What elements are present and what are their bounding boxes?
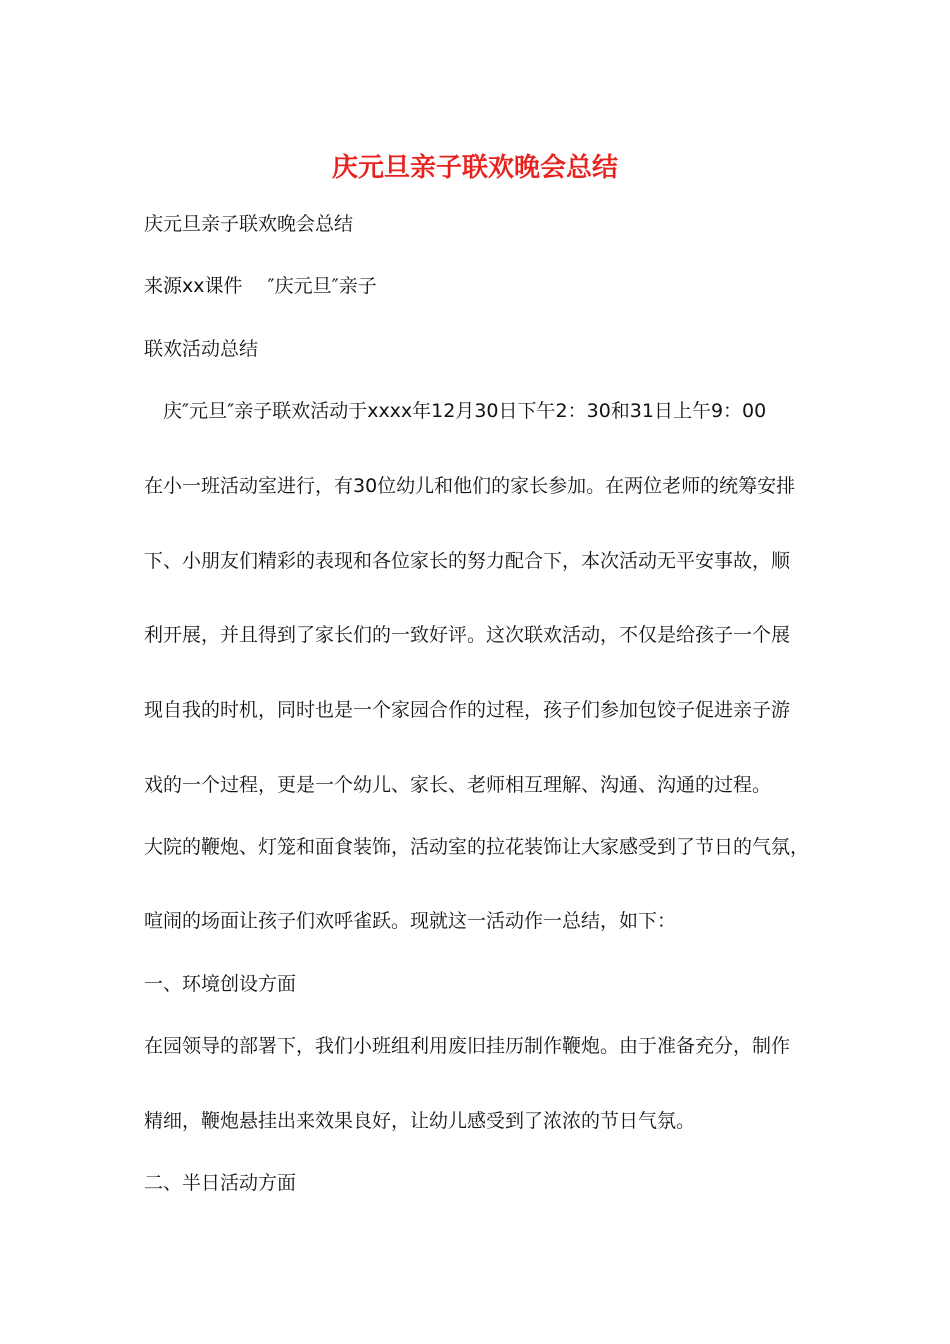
paragraph-line: 利开展，并且得到了家长们的一致好评。这次联欢活动，不仅是给孩子一个展 [144,624,791,646]
paragraph-line: 喧闹的场面让孩子们欢呼雀跃。现就这一活动作一总结，如下： [144,910,677,932]
page-title: 庆元旦亲子联欢晚会总结 [331,153,618,183]
subtitle-continuation-line: 联欢活动总结 [144,338,259,360]
paragraph-line: 精细，鞭炮悬挂出来效果良好，让幼儿感受到了浓浓的节日气氛。 [144,1110,696,1132]
paragraph-line: 在园领导的部署下，我们小班组利用废旧挂历制作鞭炮。由于准备充分，制作 [144,1035,791,1057]
section-heading: 二、半日活动方面 [144,1172,297,1194]
paragraph-line: 戏的一个过程，更是一个幼儿、家长、老师相互理解、沟通、沟通的过程。 [144,774,772,796]
section-heading: 一、环境创设方面 [144,973,297,995]
paragraph-line: 下、小朋友们精彩的表现和各位家长的努力配合下，本次活动无平安事故，顺 [144,550,791,572]
paragraph-line: 现自我的时机，同时也是一个家园合作的过程，孩子们参加包饺子促进亲子游 [144,699,791,721]
subtitle-line: 庆元旦亲子联欢晚会总结 [144,213,354,235]
paragraph-line: 庆″元旦″亲子联欢活动于xxxx年12月30日下午2：30和31日上午9：00 [144,400,767,422]
source-line: 来源xx课件 ″庆元旦″亲子 [144,275,377,297]
paragraph-line: 大院的鞭炮、灯笼和面食装饰，活动室的拉花装饰让大家感受到了节日的气氛， [144,836,810,858]
paragraph-line: 在小一班活动室进行，有30位幼儿和他们的家长参加。在两位老师的统筹安排 [144,475,796,497]
